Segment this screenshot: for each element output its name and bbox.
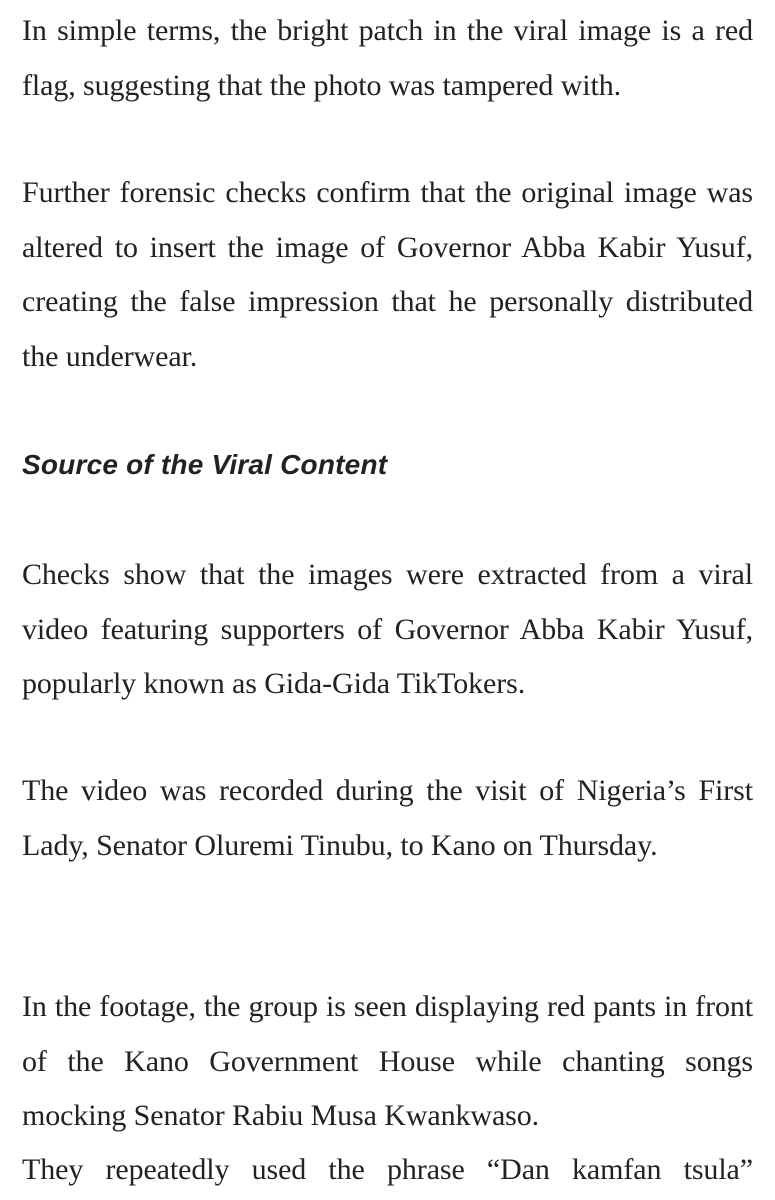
paragraph-phrase: They repeatedly used the phrase “Dan kamfan tsula” bbox=[22, 1153, 753, 1186]
paragraph-bright-patch: In simple terms, the bright patch in the viral image is a red flag, suggesting that the photo was tampered with. bbox=[22, 14, 753, 102]
section-heading-source: Source of the Viral Content bbox=[22, 449, 388, 480]
paragraph-forensic-checks: Further forensic checks confirm that the original image was altered to insert the image of Governor Abba Kabir Yusuf, creating the false impression that he personally distributed the underwear. bbox=[22, 176, 753, 373]
paragraph-footage: In the footage, the group is seen displaying red pants in front of the Kano Government House while chanting songs mocking Senator Rabiu Musa Kwankwaso. bbox=[22, 990, 753, 1132]
paragraph-video-source: Checks show that the images were extracted from a viral video featuring supporters of Governor Abba Kabir Yusuf, popularly known as Gida-Gida TikTokers. bbox=[22, 558, 753, 700]
paragraph-recording-visit: The video was recorded during the visit of Nigeria’s First Lady, Senator Oluremi Tinubu, to Kano on Thursday. bbox=[22, 774, 753, 862]
